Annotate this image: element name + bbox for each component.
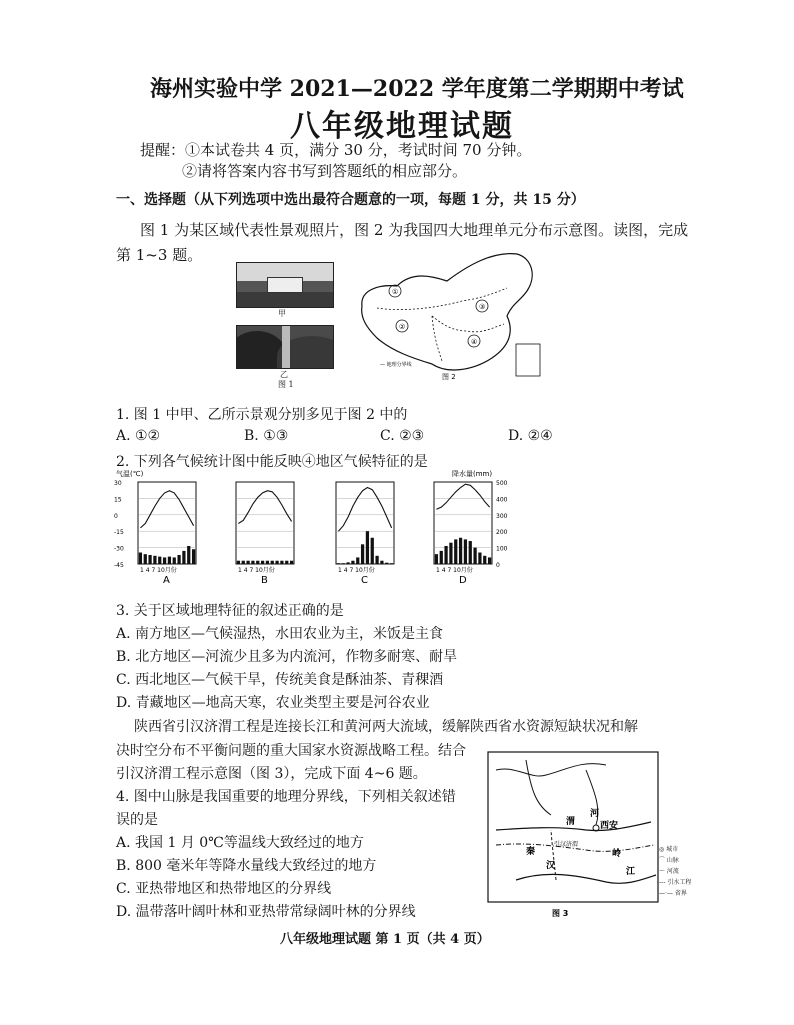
boundary-line-west xyxy=(432,316,442,361)
precip-bar xyxy=(390,563,393,564)
question-1: 1. 图 1 中甲、乙所示景观分别多见于图 2 中的 xyxy=(116,407,408,423)
q4-option-c: C. 亚热带地区和热带地区的分界线 xyxy=(116,881,332,897)
chart-letter: B xyxy=(261,575,268,586)
precip-bar xyxy=(187,546,190,564)
precip-bar xyxy=(182,551,185,564)
precip-bar xyxy=(459,538,462,564)
right-tick-label: 100 xyxy=(496,545,508,553)
photo-jia xyxy=(236,262,334,308)
left-tick-label: -15 xyxy=(114,529,124,537)
climate-charts xyxy=(112,468,522,588)
left-axis-title: 气温(℃) xyxy=(116,470,144,478)
fig3-frame xyxy=(488,752,658,902)
region-2-label: ② xyxy=(399,323,406,331)
river-tributary xyxy=(526,760,551,815)
precip-bar xyxy=(153,556,156,564)
q1-option-d: D. ②④ xyxy=(508,428,553,444)
river-north xyxy=(496,764,606,776)
precip-bar xyxy=(454,539,457,564)
x-tick-labels: 1 4 7 10月份 xyxy=(338,567,375,574)
precip-bar xyxy=(266,561,269,564)
left-tick-label: 15 xyxy=(114,496,122,504)
passage-line-1: 陕西省引汉济渭工程是连接长江和黄河两大流域，缓解陕西省水资源短缺状况和解 xyxy=(134,719,638,735)
label-qin: 秦 xyxy=(526,847,536,857)
precip-bar xyxy=(242,561,245,564)
label-han: 汉 xyxy=(546,861,556,871)
question-4-line-2: 误的是 xyxy=(116,812,158,828)
fig2-legend: — 地理分界线 xyxy=(380,362,412,368)
q1-option-b: B. ①③ xyxy=(244,428,289,444)
chart-letter: C xyxy=(361,575,368,586)
precip-bar xyxy=(271,561,274,564)
precip-bar xyxy=(173,557,176,564)
temperature-line xyxy=(140,491,193,528)
climate-chart-a xyxy=(138,482,196,586)
precip-bar xyxy=(488,557,491,564)
precip-bar xyxy=(478,553,481,564)
photo-yi-label: 乙 xyxy=(280,370,288,379)
label-jiang: 江 xyxy=(626,867,636,877)
precip-bar xyxy=(148,555,151,564)
q4-option-a: A. 我国 1 月 0℃等温线大致经过的地方 xyxy=(116,835,364,851)
precip-bar xyxy=(246,561,249,564)
precip-bar xyxy=(237,561,240,564)
precip-bar xyxy=(342,563,345,564)
left-tick-label: 0 xyxy=(114,512,118,520)
precip-bar xyxy=(337,563,340,564)
exam-title: 八年级地理试题 xyxy=(290,109,514,144)
question-3: 3. 关于区域地理特征的叙述正确的是 xyxy=(116,603,344,619)
q1-option-a: A. ①② xyxy=(116,428,161,444)
precip-bar xyxy=(285,561,288,564)
climate-chart-c xyxy=(336,482,394,586)
temperature-line xyxy=(238,491,291,524)
precip-bar xyxy=(351,561,354,564)
chart-letter: D xyxy=(459,575,467,586)
section-heading: 一、选择题（从下列选项中选出最符合题意的一项，每题 1 分，共 15 分） xyxy=(116,192,585,208)
precip-bar xyxy=(256,561,259,564)
precip-bar xyxy=(261,561,264,564)
photo-jia-label: 甲 xyxy=(278,309,286,318)
precip-bar xyxy=(275,561,278,564)
precip-bar xyxy=(346,562,349,564)
climate-chart-b xyxy=(236,482,294,586)
label-wei: 渭 xyxy=(566,817,576,827)
climate-chart-d xyxy=(434,482,492,586)
q3-option-b: B. 北方地区—河流少且多为内流河，作物多耐寒、耐旱 xyxy=(116,649,458,665)
precip-bar xyxy=(469,541,472,564)
note-line-2: ②请将答案内容书写到答题纸的相应部分。 xyxy=(182,162,468,180)
left-tick-label: 30 xyxy=(114,480,122,487)
precip-bar xyxy=(144,554,147,564)
boundary-line-qinling xyxy=(432,316,504,332)
precip-bar xyxy=(440,551,443,564)
passage-line-3: 引汉济渭工程示意图（图 3），完成下面 4~6 题。 xyxy=(116,766,427,782)
question-4-line-1: 4. 图中山脉是我国重要的地理分界线，下列相关叙述错 xyxy=(116,789,456,805)
page-footer: 八年级地理试题 第 1 页（共 4 页） xyxy=(280,932,490,947)
precip-bar xyxy=(158,557,161,564)
left-tick-label: -30 xyxy=(114,545,124,553)
x-tick-labels: 1 4 7 10月份 xyxy=(238,567,275,574)
precip-bar xyxy=(361,544,364,564)
section-intro-line-1: 图 1 为某区域代表性景观照片，图 2 为我国四大地理单元分布示意图。读图，完成 xyxy=(140,221,689,239)
legend-mountain: ⌒ 山脉 xyxy=(659,857,679,864)
section-intro-line-2: 第 1~3 题。 xyxy=(116,246,203,264)
precip-bar xyxy=(251,561,254,564)
label-he: 河 xyxy=(590,809,600,819)
chart-frame xyxy=(236,482,294,564)
precip-bar xyxy=(371,538,374,564)
q4-option-d: D. 温带落叶阔叶林和亚热带常绿阔叶林的分界线 xyxy=(116,904,416,920)
temperature-line xyxy=(338,488,391,532)
region-3-label: ③ xyxy=(479,303,486,311)
fig3-legend xyxy=(659,844,691,899)
yinhan-jiwei-map xyxy=(486,750,672,920)
precip-bar xyxy=(356,557,359,564)
precip-bar xyxy=(168,557,171,564)
china-outline xyxy=(362,254,533,370)
precip-bar xyxy=(192,549,195,564)
right-tick-label: 200 xyxy=(496,529,508,537)
x-tick-labels: 1 4 7 10月份 xyxy=(436,567,473,574)
precip-bar xyxy=(139,553,142,564)
precip-bar xyxy=(444,546,447,564)
legend-province-border: —·— 省界 xyxy=(659,890,687,897)
legend-diversion: --- 引水工程 xyxy=(659,879,692,886)
precip-bar xyxy=(380,561,383,564)
label-yinhan: 引汉济渭 xyxy=(554,841,579,848)
legend-river: ～ 河流 xyxy=(659,868,679,875)
precip-bar xyxy=(435,554,438,564)
fig3-caption: 图 3 xyxy=(552,909,569,918)
precip-bar xyxy=(280,561,283,564)
left-tick-label: -45 xyxy=(114,562,124,569)
right-axis-title: 降水量(mm) xyxy=(452,470,493,478)
q3-option-d: D. 青藏地区—地高天寒，农业类型主要是河谷农业 xyxy=(116,695,430,711)
south-sea-inset xyxy=(516,344,540,376)
q1-option-c: C. ②③ xyxy=(380,428,425,444)
fig1-caption: 图 1 xyxy=(278,380,294,389)
region-1-label: ① xyxy=(392,288,399,296)
right-tick-label: 400 xyxy=(496,496,508,504)
precip-bar xyxy=(177,555,180,564)
photo-yi xyxy=(236,325,334,369)
chart-letter: A xyxy=(163,575,170,586)
precip-bar xyxy=(385,563,388,564)
diversion-tunnel xyxy=(551,830,556,880)
school-heading: 海州实验中学 2021—2022 学年度第二学期期中考试 xyxy=(150,76,684,102)
precip-bar xyxy=(473,548,476,564)
precip-bar xyxy=(483,556,486,564)
passage-line-2: 决时空分布不平衡问题的重大国家水资源战略工程。结合 xyxy=(116,743,466,759)
temperature-line xyxy=(436,484,489,509)
right-tick-label: 0 xyxy=(496,562,500,569)
fig2-caption: 图 2 xyxy=(442,373,456,381)
precip-bar xyxy=(449,543,452,564)
q3-option-c: C. 西北地区—气候干旱，传统美食是酥油茶、青稞酒 xyxy=(116,672,444,688)
region-4-label: ④ xyxy=(471,338,478,346)
precip-bar xyxy=(290,561,293,564)
label-ling: 岭 xyxy=(612,849,622,859)
right-tick-label: 500 xyxy=(496,480,508,487)
precip-bar xyxy=(366,531,369,564)
legend-city: ◎ 城市 xyxy=(659,846,679,853)
note-line-1: 提醒：①本试卷共 4 页，满分 30 分，考试时间 70 分钟。 xyxy=(140,141,532,159)
q4-option-b: B. 800 毫米年等降水量线大致经过的地方 xyxy=(116,858,377,874)
right-tick-label: 300 xyxy=(496,512,508,520)
q3-option-a: A. 南方地区—气候湿热，水田农业为主，米饭是主食 xyxy=(116,626,444,642)
precip-bar xyxy=(464,539,467,564)
x-tick-labels: 1 4 7 10月份 xyxy=(140,567,177,574)
question-2: 2. 下列各气候统计图中能反映④地区气候特征的是 xyxy=(116,454,428,470)
china-regions-map xyxy=(342,246,552,382)
precip-bar xyxy=(163,557,166,564)
precip-bar xyxy=(375,556,378,564)
label-xian: 西安 xyxy=(600,821,619,831)
